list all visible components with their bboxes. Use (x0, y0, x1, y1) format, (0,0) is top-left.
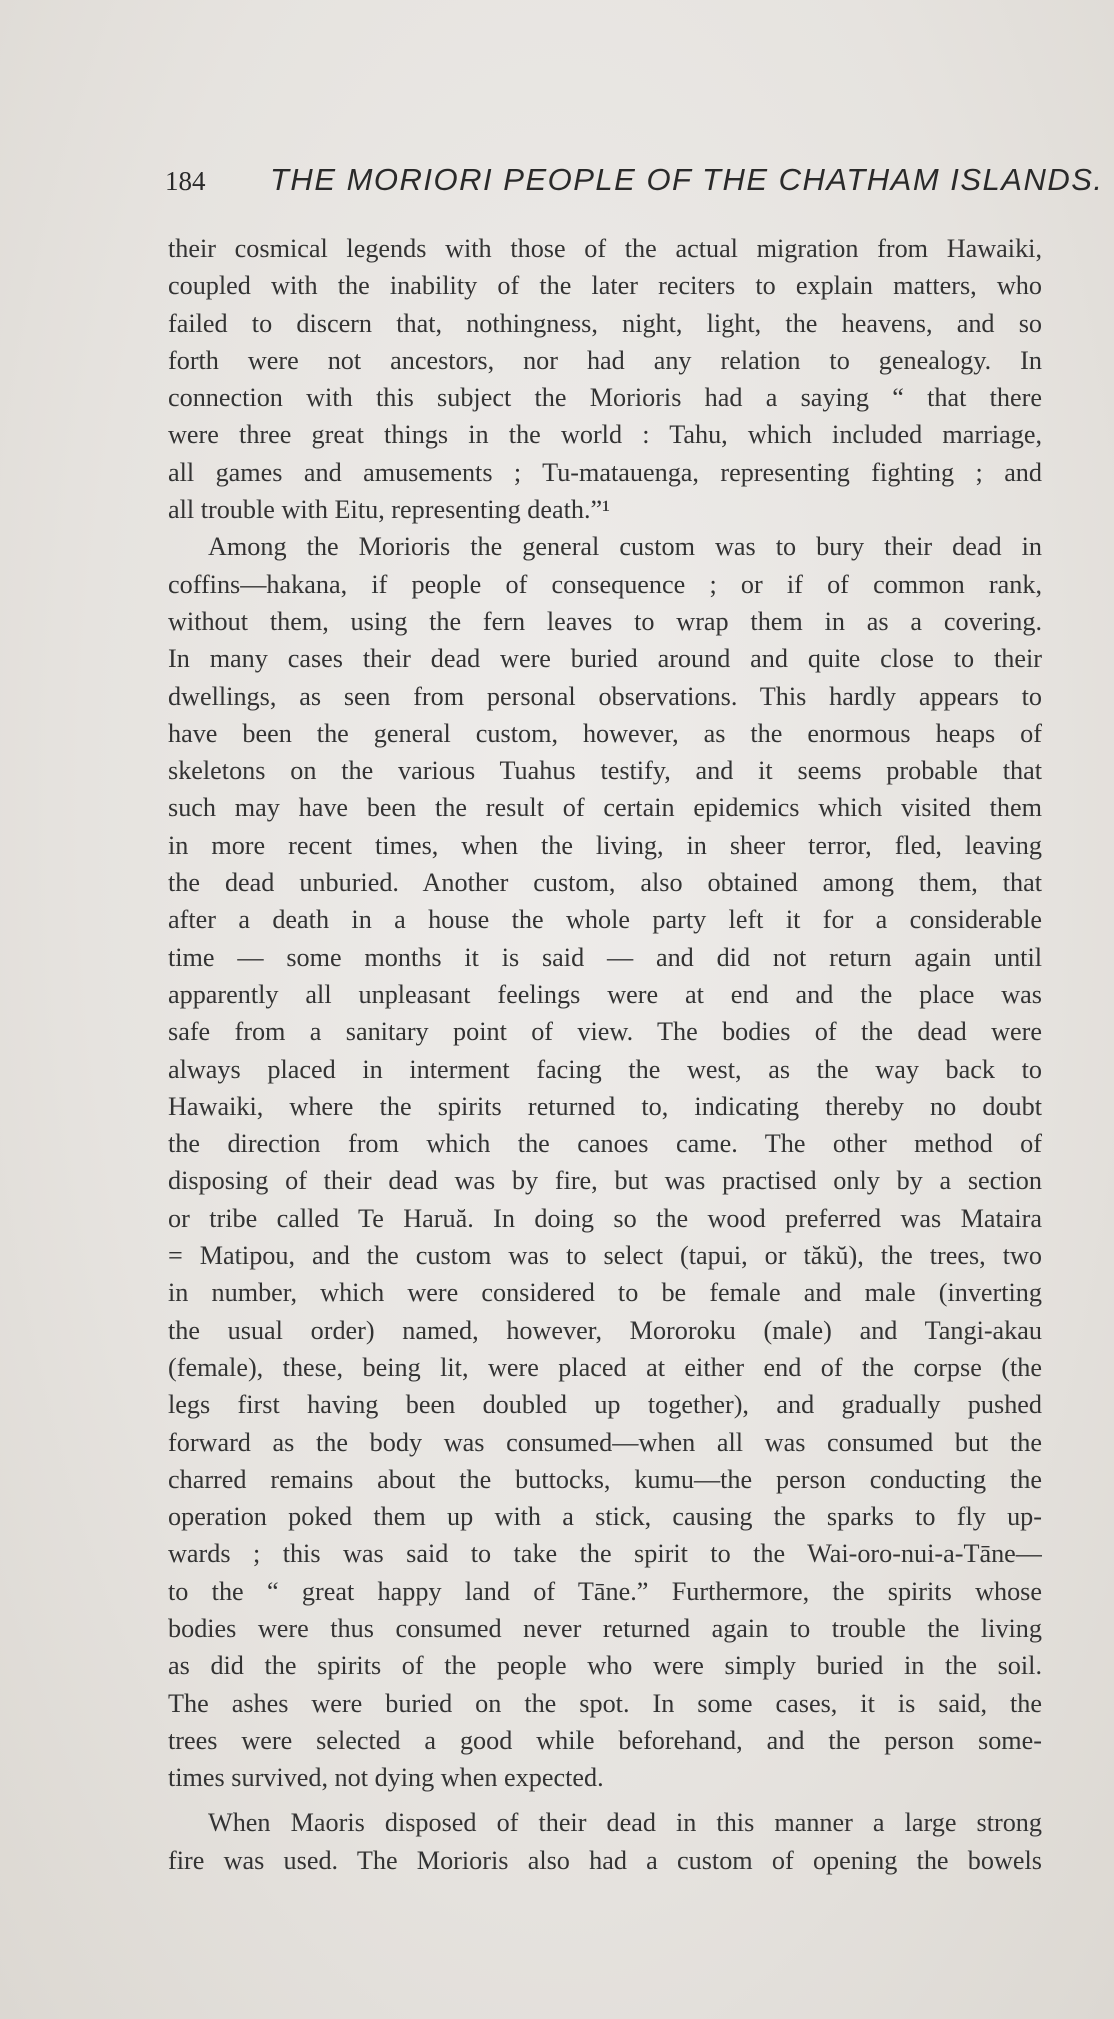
text-line: the usual order) named, however, Mororoku (male) and Tangi-akau (168, 1315, 1042, 1345)
text-line: When Maoris disposed of their dead in this manner a large strong (208, 1808, 1042, 1838)
page-number: 184 (165, 166, 206, 196)
text-line: dwellings, as seen from personal observations. This hardly appears to (168, 681, 1042, 711)
paragraph (168, 1804, 1042, 1879)
text-line: failed to discern that, nothingness, night, light, the heavens, and so (168, 308, 1042, 338)
text-line: charred remains about the buttocks, kumu—the person conducting the (168, 1464, 1042, 1494)
text-line: disposing of their dead was by fire, but was practised only by a section (168, 1166, 1042, 1196)
page-header (165, 162, 1104, 206)
text-line: as did the spirits of the people who were simply buried in the soil. (168, 1651, 1042, 1681)
text-line: without them, using the fern leaves to wrap them in as a covering. (168, 606, 1042, 636)
text-line: In many cases their dead were buried around and quite close to their (168, 644, 1042, 674)
text-line: their cosmical legends with those of the actual migration from Hawaiki, (168, 234, 1042, 263)
text-line: safe from a sanitary point of view. The bodies of the dead were (168, 1017, 1042, 1047)
running-title: THE MORIORI PEOPLE OF THE CHATHAM ISLANDS. (270, 162, 1104, 197)
text-line: Among the Morioris the general custom was to bury their dead in (208, 532, 1042, 562)
text-line: coupled with the inability of the later reciters to explain matters, who (168, 271, 1042, 301)
text-line: in more recent times, when the living, in sheer terror, fled, leaving (168, 830, 1042, 860)
text-line: the dead unburied. Another custom, also obtained among them, that (168, 868, 1042, 898)
text-line: wards ; this was said to take the spirit to the Wai-oro-nui-a-Tāne— (168, 1539, 1042, 1569)
text-line: all trouble with Eitu, representing death.”¹ (168, 495, 610, 525)
text-line: coffins—hakana, if people of consequence ; or if of common rank, (168, 569, 1042, 599)
paragraph-gap (168, 1796, 1042, 1804)
text-line: times survived, not dying when expected. (168, 1763, 604, 1793)
text-line: such may have been the result of certain epidemics which visited them (168, 793, 1042, 823)
text-line: The ashes were buried on the spot. In some cases, it is said, the (168, 1688, 1042, 1718)
text-line: to the “ great happy land of Tāne.” Furthermore, the spirits whose (168, 1576, 1042, 1606)
text-line: Hawaiki, where the spirits returned to, indicating thereby no doubt (168, 1091, 1042, 1121)
paragraph (168, 528, 1042, 1796)
text-line: were three great things in the world : Tahu, which included marriage, (168, 420, 1042, 450)
text-line: always placed in interment facing the west, as the way back to (168, 1054, 1042, 1084)
text-line: in number, which were considered to be female and male (inverting (168, 1278, 1042, 1308)
text-line: have been the general custom, however, as the enormous heaps of (168, 718, 1042, 748)
text-line: forward as the body was consumed—when all was consumed but the (168, 1427, 1042, 1457)
text-line: legs first having been doubled up together), and gradually pushed (168, 1390, 1042, 1420)
text-line: skeletons on the various Tuahus testify, and it seems probable that (168, 756, 1042, 786)
text-line: time — some months it is said — and did not return again until (168, 942, 1042, 972)
text-line: bodies were thus consumed never returned again to trouble the living (168, 1613, 1042, 1643)
text-line: operation poked them up with a stick, causing the sparks to fly up- (168, 1502, 1042, 1532)
text-line: = Matipou, and the custom was to select (tapui, or tăkŭ), the trees, two (168, 1241, 1042, 1271)
text-line: trees were selected a good while beforehand, and the person some- (168, 1725, 1042, 1755)
text-line: apparently all unpleasant feelings were at end and the place was (168, 979, 1042, 1009)
body-text (168, 230, 1042, 1879)
text-line: after a death in a house the whole party left it for a considerable (168, 905, 1042, 935)
text-line: all games and amusements ; Tu-matauenga, representing fighting ; and (168, 457, 1042, 487)
text-line: (female), these, being lit, were placed at either end of the corpse (the (168, 1352, 1042, 1382)
text-line: fire was used. The Morioris also had a custom of opening the bowels (168, 1845, 1042, 1875)
text-line: forth were not ancestors, nor had any relation to genealogy. In (168, 345, 1042, 375)
text-line: the direction from which the canoes came. The other method of (168, 1129, 1042, 1159)
text-line: connection with this subject the Morioris had a saying “ that there (168, 383, 1042, 413)
text-line: or tribe called Te Haruă. In doing so the wood preferred was Mataira (168, 1203, 1042, 1233)
paragraph (168, 230, 1042, 528)
